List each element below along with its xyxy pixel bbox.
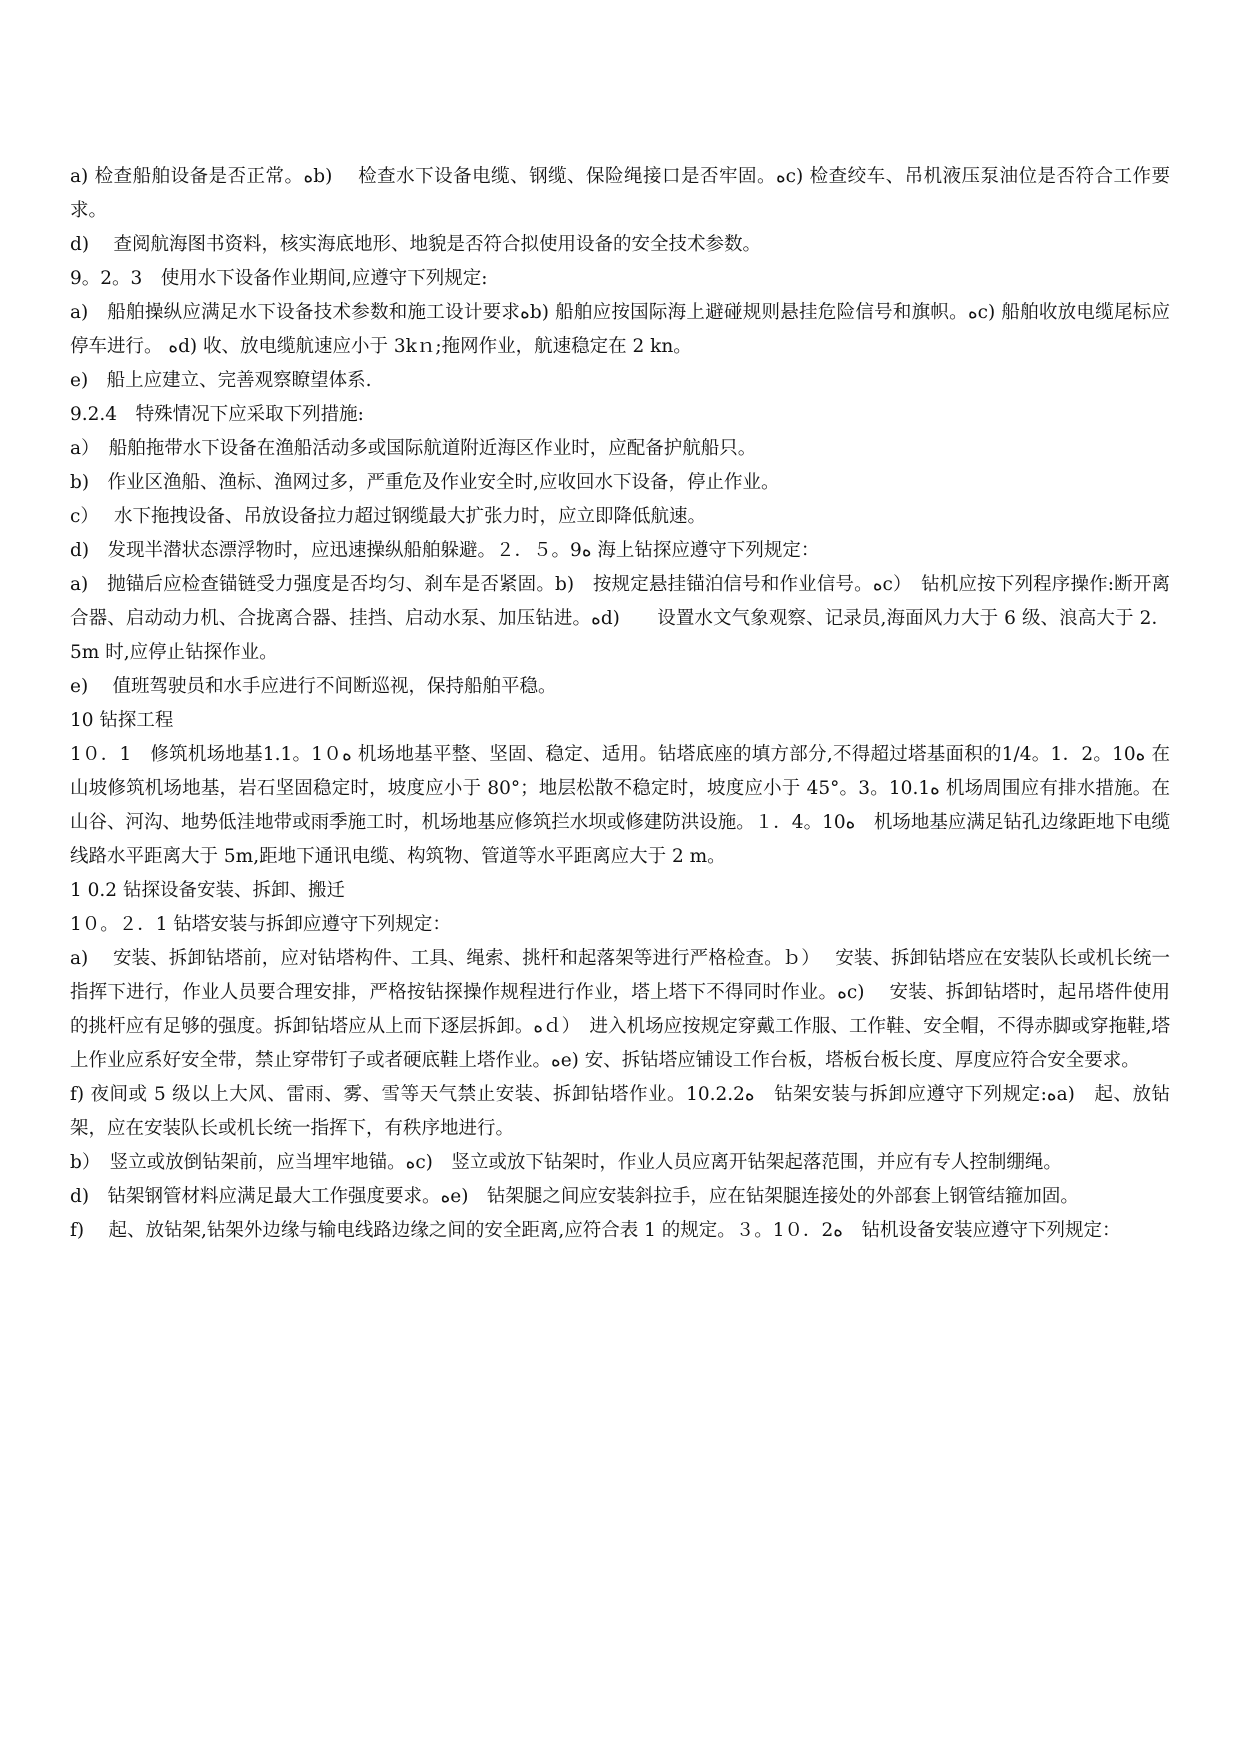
paragraph-ground-anchor: b） 竖立或放倒钻架前，应当埋牢地锚。ﻩc) 竖立或放下钻架时，作业人员应离开钻架起落范围，并应有专人控制绷绳。 [70, 1152, 1062, 1173]
paragraph-safety-distance: f) 起、放钻架,钻架外边缘与输电线路边缘之间的安全距离,应符合表 1 的规定。３。1０．2ﻩ 钻机设备安装应遵守下列规定： [70, 1220, 1121, 1241]
section-heading-9-2-4: 9.2.4 特殊情况下应采取下列措施: [70, 404, 364, 425]
paragraph-ship-operation-rules: a) 船舶操纵应满足水下设备技术参数和施工设计要求ﻩb) 船舶应按国际海上避碰规则悬挂危险信号和旗帜。ﻩc) 船舶收放电缆尾标应停车进行。 ﻩd) 收、放电缆航速应小于 3kｎ;拖网作业，航速稳定在 2 kn。 [70, 302, 1170, 357]
paragraph-continuous-patrol: e) 值班驾驶员和水手应进行不间断巡视，保持船舶平稳。 [70, 676, 557, 697]
paragraph-escort-vessels: a） 船舶拖带水下设备在渔船活动多或国际航道附近海区作业时，应配备护航船只。 [70, 438, 757, 459]
paragraph-offshore-drilling-rules: a) 抛锚后应检查锚链受力强度是否均匀、刹车是否紧固。b) 按规定悬挂锚泊信号和作业信号。ﻩc） 钻机应按下列程序操作:断开离合器、启动动力机、合拢离合器、挂挡、启动水泵、加压钻进。ﻩd) 设置水文气象观察、记录员,海面风力大于 6 级、浪高大于 2．5m 时,应停止钻探作业。 [70, 574, 1170, 663]
paragraph-steel-pipe-strength: d) 钻架钢管材料应满足最大工作强度要求。ﻩe) 钻架腿之间应安装斜拉手，应在钻架腿连接处的外部套上钢管结箍加固。 [70, 1186, 1079, 1207]
paragraph-bad-weather-ban: f) 夜间或 5 级以上大风、雷雨、雾、雪等天气禁止安装、拆卸钻塔作业。10.2.2ﻩ 钻架安装与拆卸应遵守下列规定:ﻩa) 起、放钻架，应在安装队长或机长统一指挥下，有秩序地进行。 [70, 1084, 1171, 1139]
paragraph-recover-equipment: b) 作业区渔船、渔标、渔网过多，严重危及作业安全时,应收回水下设备，停止作业。 [70, 472, 780, 493]
section-heading-9-2-3: 9。2。3 使用水下设备作业期间,应遵守下列规定: [70, 268, 488, 289]
paragraph-check-charts: d) 查阅航海图书资料，核实海底地形、地貌是否符合拟使用设备的安全技术参数。 [70, 234, 761, 255]
paragraph-avoid-floating-objects: d) 发现半潜状态漂浮物时，应迅速操纵船舶躲避。２．５。9ﻩ 海上钻探应遵守下列规定： [70, 540, 820, 561]
section-heading-10-2: 1 0.2 钻探设备安装、拆卸、搬迁 [70, 880, 345, 901]
paragraph-tower-installation: a) 安装、拆卸钻塔前，应对钻塔构件、工具、绳索、挑杆和起落架等进行严格检查。ｂ） 安装、拆卸钻塔应在安装队长或机长统一指挥下进行，作业人员要合理安排，严格按钻探操作规程进行作业，塔上塔下不得同时作业。ﻩc) 安装、拆卸钻塔时，起吊塔件使用的挑杆应有足够的强度。拆卸钻塔应从上而下逐层拆卸。ﻩｄ） 进入机场应按规定穿戴工作服、工作鞋、安全帽，不得赤脚或穿拖鞋,塔上作业应系好安全带，禁止穿带钉子或者硬底鞋上塔作业。ﻩe) 安、拆钻塔应铺设工作台板，塔板台板长度、厚度应符合安全要求。 [70, 948, 1170, 1071]
paragraph-reduce-speed: c） 水下拖拽设备、吊放设备拉力超过钢缆最大扩张力时，应立即降低航速。 [70, 506, 706, 527]
paragraph-site-foundation: 1０．1 修筑机场地基1.1。1０ﻩ 机场地基平整、坚固、稳定、适用。钻塔底座的填方部分,不得超过塔基面积的1/4。1．2。10ﻩ 在山坡修筑机场地基，岩石坚固稳定时，坡度应小于 80°；地层松散不稳定时，坡度应小于 45°。3。10.1ﻩ 机场周围应有排水措施。在山谷、河沟、地势低洼地带或雨季施工时，机场地基应修筑拦水坝或修建防洪设施。１．4。10ﻩ 机场地基应满足钻孔边缘距地下电缆线路水平距离大于 5m,距地下通讯电缆、构筑物、管道等水平距离应大于 2 m。 [70, 744, 1170, 867]
paragraph-lookout-system: e) 船上应建立、完善观察瞭望体系. [70, 370, 372, 391]
paragraph-check-ship-equipment: a) 检查船舶设备是否正常。ﻩb) 检查水下设备电缆、钢缆、保险绳接口是否牢固。ﻩc) 检查绞车、吊机液压泵油位是否符合工作要求。 [70, 166, 1170, 221]
section-heading-10-2-1: 1０。２．1 钻塔安装与拆卸应遵守下列规定： [70, 914, 451, 935]
section-heading-10: 10 钻探工程 [70, 710, 174, 731]
document-page [70, 160, 1170, 1248]
